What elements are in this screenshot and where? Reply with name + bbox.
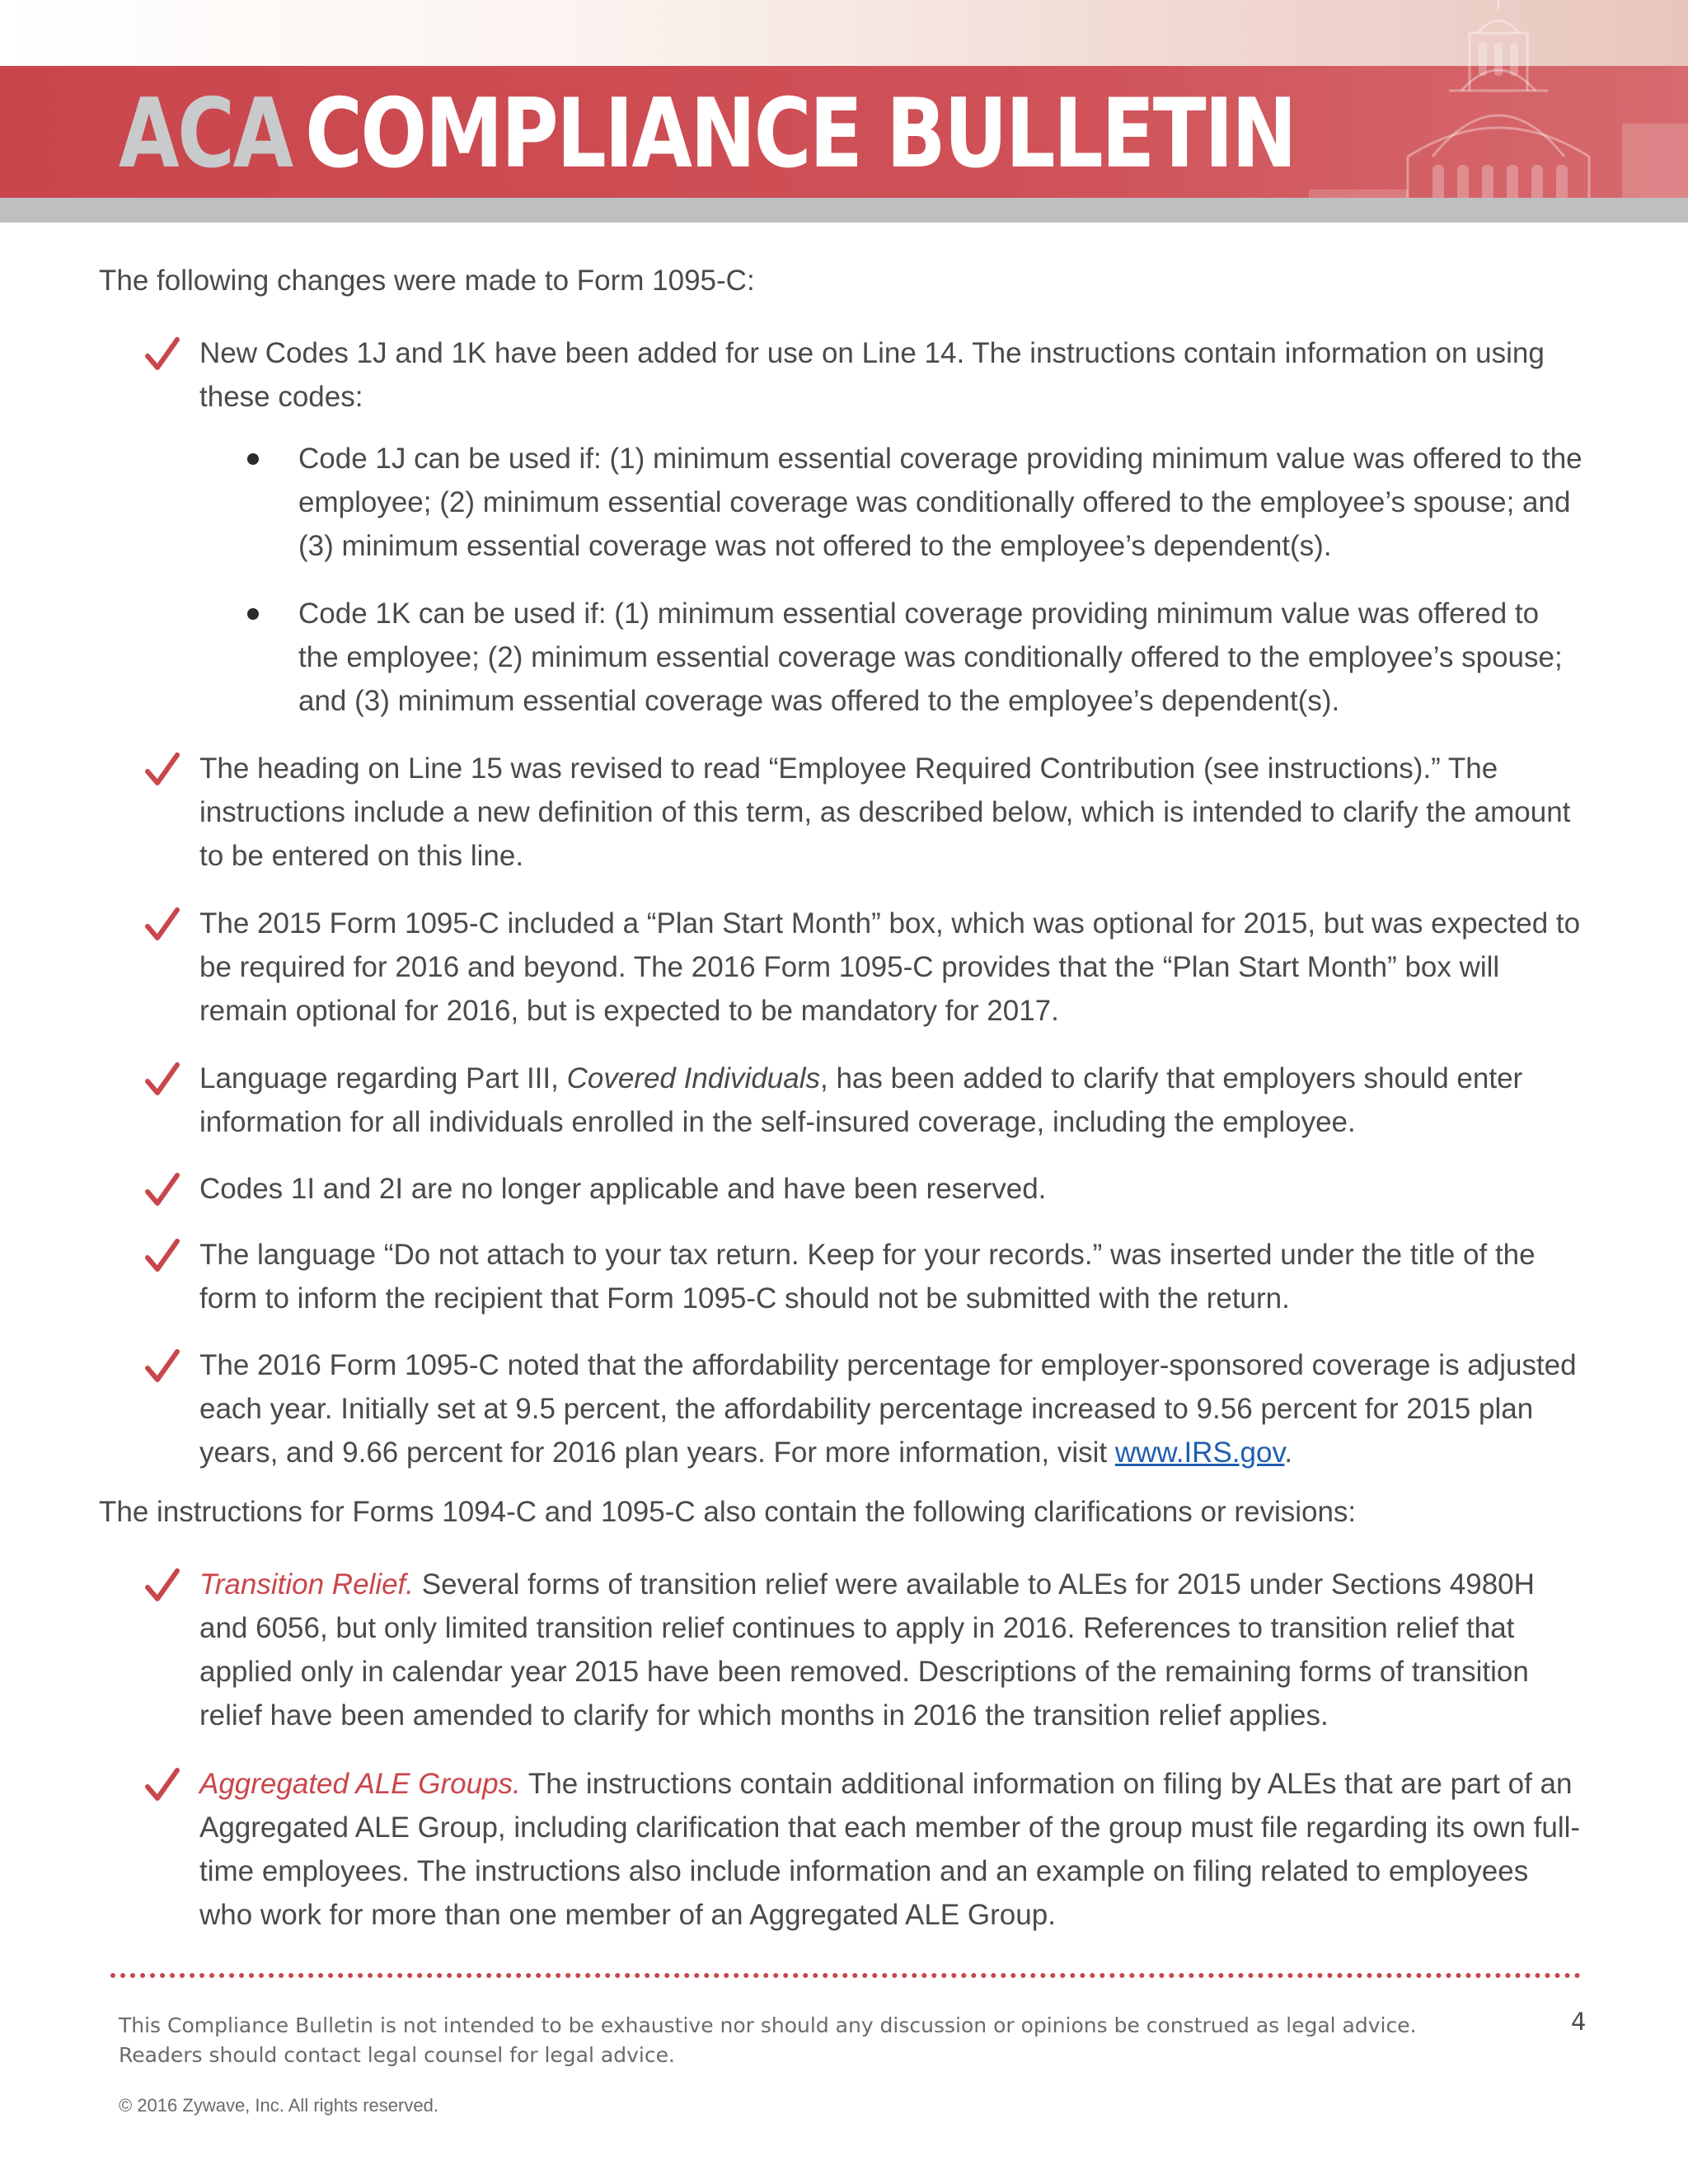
copyright-notice: © 2016 Zywave, Inc. All rights reserved. [119,2095,438,2116]
disclaimer-line: Readers should contact legal counsel for legal advice. [119,2043,675,2067]
checkmark-icon [145,336,180,373]
check-item-text [199,1343,1584,1474]
bullet-dot-icon [247,608,259,620]
check-item-text [199,1563,1584,1737]
checkmark-icon [145,1172,180,1208]
footer-divider [110,1973,1581,1978]
check-item-text-part: Several forms of transition relief were available to ALEs for 2015 under Sections 4980H and 6056, but only limited transition relief continues to apply in 2016. References to transition relief that applied only in calendar year 2015 have been removed. Descriptions of the remaining forms of transition relief have been amended to clarify for which months in 2016 the transition relief applies. [199,1568,1535,1732]
check-item-text: Codes 1I and 2I are no longer applicable and have been reserved. [199,1173,1047,1205]
irs-gov-link[interactable]: www.IRS.gov [1114,1436,1285,1469]
check-item-text: New Codes 1J and 1K have been added for use on Line 14. The instructions contain information on using these codes: [199,337,1545,413]
check-item-text-part: . [1284,1436,1293,1469]
checkmark-icon [145,1767,180,1803]
bullet-dot-icon [247,453,259,465]
page-number: 4 [1571,2008,1587,2036]
check-item-text [199,1057,1584,1144]
checkmark-icon [145,907,180,943]
check-item-text [199,1762,1584,1937]
check-item-text-part: Language regarding Part III, [199,1062,567,1094]
check-item-text-part: The 2016 Form 1095-C noted that the affordability percentage for employer-sponsored coverage is adjusted each year. Initially set at 9.5 percent, the affordability percentage increased to 9.56 percent for 2015 plan years, and 9.66 percent for 2016 plan years. For more information, visit [199,1349,1577,1469]
disclaimer-line: This Compliance Bulletin is not intended to be exhaustive nor should any discussion or opinions be construed as legal advice. [119,2013,1417,2037]
covered-individuals-term: Covered Individuals [566,1062,820,1094]
bulletin-title-prefix: ACA [119,77,292,190]
check-item-text: The 2015 Form 1095-C included a “Plan Start Month” box, which was optional for 2015, but was expected to be required for 2016 and beyond. The 2016 Form 1095-C provides that the “Plan Start Month” box will remain optional for 2016, but is expected to be mandatory for 2017. [199,907,1581,1027]
check-item-text: The heading on Line 15 was revised to read “Employee Required Contribution (see instructions).” The instructions include a new definition of this term, as described below, which is intended to clarify the amount to be entered on this line. [199,752,1571,872]
header-gray-strip [0,198,1688,223]
checkmark-icon [145,1062,180,1098]
capitol-dome-image [1309,0,1688,223]
aggregated-ale-groups-heading: Aggregated ALE Groups. [199,1768,521,1800]
checkmark-icon [145,1348,180,1385]
form-changes-intro: The following changes were made to Form 1095-C: [99,265,755,297]
check-item-text-part: , has been added to clarify that employers should enter information for all individuals enrolled in the self-insured coverage, including the employee. [199,1062,1523,1138]
bulletin-title [119,76,1295,191]
check-item-text-part: The instructions contain additional information on filing by ALEs that are part of an Aggregated ALE Group, including clarification that each member of the group must file regarding its own full-time employees. The instructions also include information and an example on filing related to employees who work for more than one member of an Aggregated ALE Group. [199,1768,1581,1931]
checkmark-icon [145,752,180,788]
legal-disclaimer [119,2011,1536,2070]
check-item-text: The language “Do not attach to your tax return. Keep for your records.” was inserted under the title of the form to inform the recipient that Form 1095-C should not be submitted with the return. [199,1239,1536,1315]
bullet-item-text: Code 1J can be used if: (1) minimum essential coverage providing minimum value was offered to the employee; (2) minimum essential coverage was conditionally offered to the employee’s spouse; and (3) minimum essential coverage was not offered to the employee’s dependent(s). [298,443,1582,562]
bullet-item-text: Code 1K can be used if: (1) minimum essential coverage providing minimum value was offered to the employee; (2) minimum essential coverage was conditionally offered to the employee’s spouse; and (3) minimum essential coverage was offered to the employee’s dependent(s). [298,598,1563,717]
transition-relief-heading: Transition Relief. [199,1568,415,1601]
checkmark-icon [145,1568,180,1604]
checkmark-icon [145,1238,180,1274]
instructions-intro: The instructions for Forms 1094-C and 1095-C also contain the following clarifications or revisions: [99,1496,1357,1528]
bulletin-title-main: COMPLIANCE BULLETIN [305,77,1296,190]
